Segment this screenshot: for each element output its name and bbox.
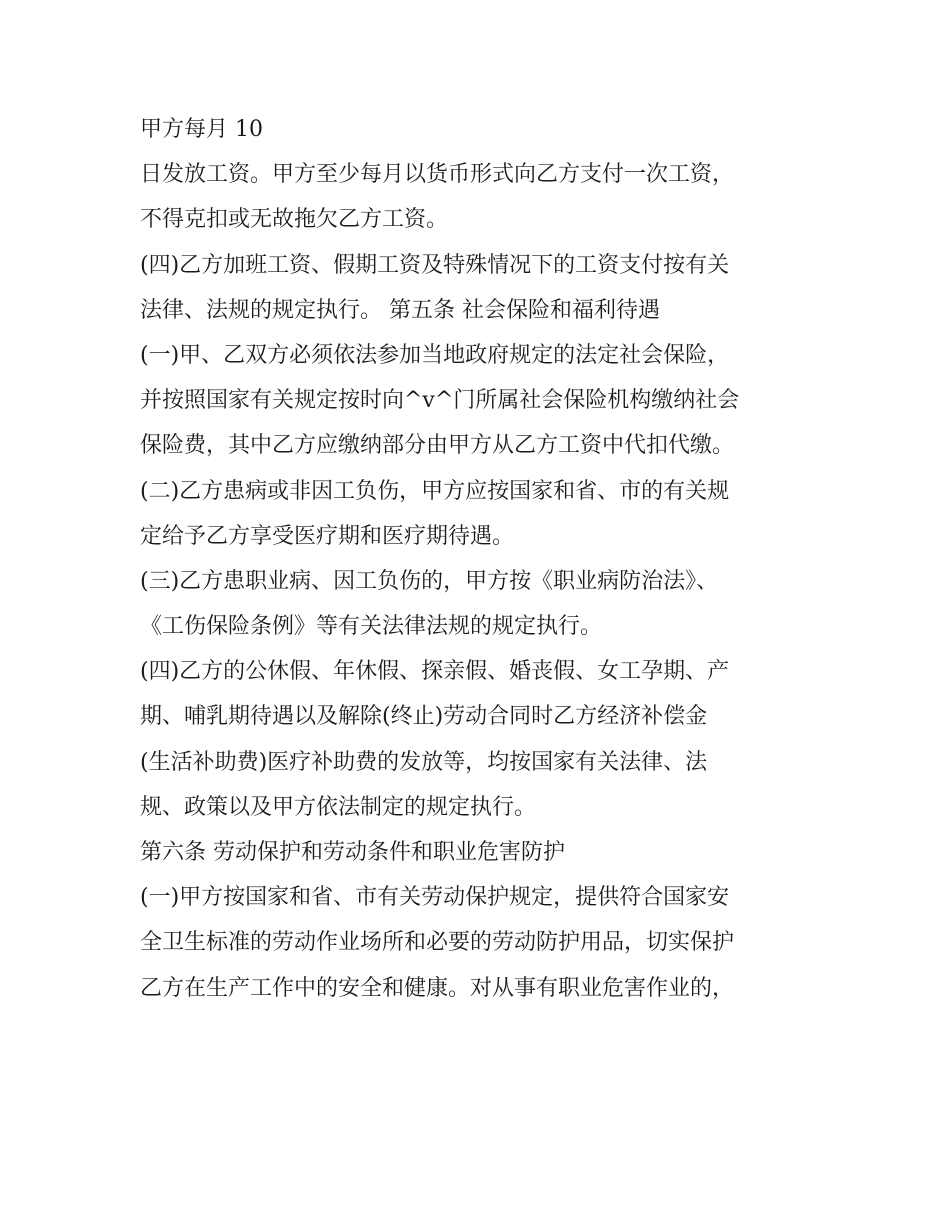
text-line: (四)乙方的公休假、年休假、探亲假、婚丧假、女工孕期、产 — [140, 659, 730, 685]
body-text — [140, 111, 830, 1015]
text-line: (三)乙方患职业病、因工负伤的，甲方按《职业病防治法》、 — [140, 568, 719, 594]
text-line: 《工伤保险条例》等有关法律法规的规定执行。 — [140, 614, 603, 640]
text-line: 法律、法规的规定执行。 第五条 社会保险和福利待遇 — [140, 297, 660, 323]
text-line: 定给予乙方享受医疗期和医疗期待遇。 — [140, 523, 515, 549]
text-line: (二)乙方患病或非因工负伤，甲方应按国家和省、市的有关规 — [140, 478, 730, 504]
text-line: 日发放工资。甲方至少每月以货币形式向乙方支付一次工资， — [140, 162, 735, 188]
text-line: 不得克扣或无故拖欠乙方工资。 — [140, 207, 449, 233]
text-line: 全卫生标准的劳动作业场所和必要的劳动防护用品，切实保护 — [140, 930, 735, 956]
text-line: 并按照国家有关规定按时向^v^门所属社会保险机构缴纳社会 — [140, 388, 740, 414]
text-line: 甲方每月 10 — [140, 117, 263, 142]
text-line: 期、哺乳期待遇以及解除(终止)劳动合同时乙方经济补偿金 — [140, 704, 708, 730]
text-line: (一)甲、乙双方必须依法参加当地政府规定的法定社会保险， — [140, 342, 730, 368]
text-line: (四)乙方加班工资、假期工资及特殊情况下的工资支付按有关 — [140, 252, 730, 278]
text-line: 保险费，其中乙方应缴纳部分由甲方从乙方工资中代扣代缴。 — [140, 433, 735, 459]
text-line: (生活补助费)医疗补助费的发放等，均按国家有关法律、法 — [140, 749, 708, 775]
text-line: 规、政策以及甲方依法制定的规定执行。 — [140, 794, 537, 820]
text-line: (一)甲方按国家和省、市有关劳动保护规定，提供符合国家安 — [140, 885, 730, 911]
text-line: 第六条 劳动保护和劳动条件和职业危害防护 — [140, 840, 565, 865]
text-line: 乙方在生产工作中的安全和健康。对从事有职业危害作业的， — [140, 975, 735, 1001]
